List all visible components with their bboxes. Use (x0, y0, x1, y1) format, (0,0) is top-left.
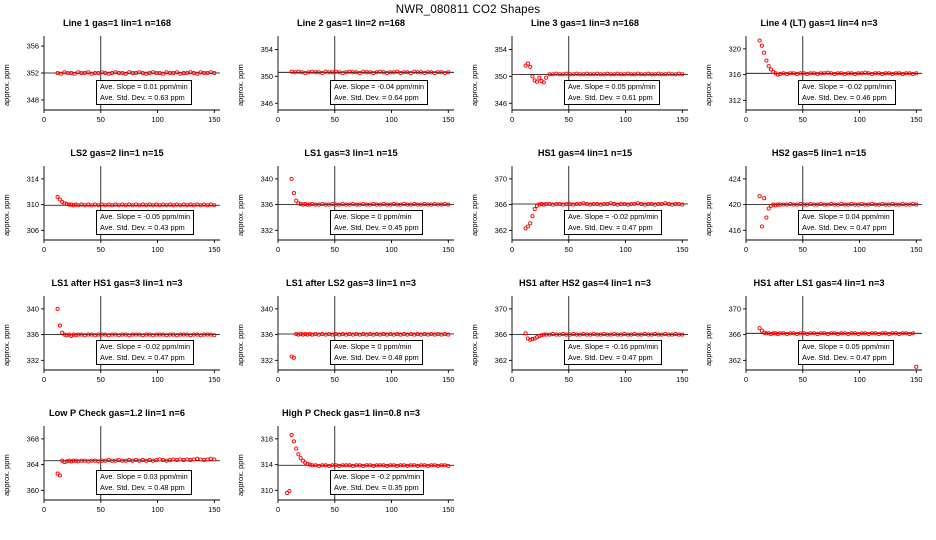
svg-text:368: 368 (26, 434, 39, 444)
stats-annotation (330, 80, 428, 105)
y-axis-label: approx. ppm (2, 324, 11, 366)
svg-text:50: 50 (798, 115, 807, 124)
svg-text:0: 0 (509, 245, 515, 254)
stats-annotation (798, 210, 894, 235)
svg-text:360: 360 (26, 485, 39, 495)
std-dev-text: Ave. Std. Dev. = 0.64 ppm (334, 92, 419, 102)
chart-panel (0, 406, 234, 540)
svg-text:340: 340 (26, 304, 39, 314)
svg-text:370: 370 (494, 174, 507, 184)
slope-text: Ave. Slope = 0.01 ppm/min (100, 82, 188, 91)
slope-text: Ave. Slope = 0 ppm/min (334, 342, 412, 351)
svg-text:50: 50 (330, 115, 339, 124)
svg-text:424: 424 (728, 174, 741, 184)
svg-text:370: 370 (728, 304, 741, 314)
panel-title: LS2 gas=2 lin=1 n=15 (70, 148, 164, 158)
svg-text:314: 314 (26, 174, 39, 184)
stats-annotation (96, 210, 194, 235)
slope-text: Ave. Slope = -0.02 ppm/min (802, 82, 893, 91)
std-dev-text: Ave. Std. Dev. = 0.48 ppm (334, 352, 419, 362)
svg-text:332: 332 (260, 225, 273, 235)
svg-text:50: 50 (564, 245, 573, 254)
svg-text:50: 50 (96, 115, 105, 124)
panel-title: Line 4 (LT) gas=1 lin=4 n=3 (760, 18, 878, 28)
slope-text: Ave. Slope = 0 ppm/min (334, 212, 412, 221)
svg-text:340: 340 (260, 304, 273, 314)
std-dev-text: Ave. Std. Dev. = 0.47 ppm (802, 352, 887, 362)
svg-text:50: 50 (798, 375, 807, 384)
svg-text:100: 100 (385, 115, 398, 124)
svg-text:100: 100 (151, 375, 164, 384)
stats-annotation (330, 340, 423, 365)
y-axis-label: approx. ppm (704, 324, 713, 366)
svg-text:100: 100 (619, 245, 632, 254)
chart-panel (0, 16, 234, 150)
chart-panel (468, 276, 702, 410)
chart-panel (234, 276, 468, 410)
y-axis-label: approx. ppm (470, 64, 479, 106)
svg-text:50: 50 (564, 375, 573, 384)
svg-text:150: 150 (208, 375, 221, 384)
chart-panel (702, 276, 936, 410)
svg-text:320: 320 (728, 44, 741, 54)
svg-text:50: 50 (330, 375, 339, 384)
svg-text:50: 50 (330, 245, 339, 254)
svg-text:340: 340 (260, 174, 273, 184)
svg-text:100: 100 (619, 375, 632, 384)
svg-text:0: 0 (743, 245, 749, 254)
chart-panel (468, 16, 702, 150)
stats-annotation (96, 470, 192, 495)
svg-text:0: 0 (275, 375, 281, 384)
svg-text:100: 100 (151, 115, 164, 124)
svg-text:100: 100 (385, 505, 398, 514)
stats-annotation (96, 80, 192, 105)
stats-annotation (564, 340, 662, 365)
slope-text: Ave. Slope = 0.04 ppm/min (802, 212, 890, 221)
slope-text: Ave. Slope = -0.02 ppm/min (100, 342, 191, 351)
panel-title: Low P Check gas=1.2 lin=1 n=6 (49, 408, 185, 418)
panel-grid (0, 16, 936, 524)
panel-title: LS1 gas=3 lin=1 n=15 (304, 148, 398, 158)
stats-annotation (564, 210, 662, 235)
svg-text:0: 0 (41, 375, 47, 384)
svg-text:336: 336 (26, 330, 39, 340)
y-axis-label: approx. ppm (470, 324, 479, 366)
svg-text:0: 0 (275, 505, 281, 514)
slope-text: Ave. Slope = -0.16 ppm/min (568, 342, 659, 351)
svg-text:416: 416 (728, 225, 741, 235)
std-dev-text: Ave. Std. Dev. = 0.43 ppm (100, 222, 185, 232)
svg-text:0: 0 (743, 115, 749, 124)
svg-text:348: 348 (26, 95, 39, 105)
slope-text: Ave. Slope = -0.05 ppm/min (100, 212, 191, 221)
svg-text:350: 350 (494, 71, 507, 81)
y-axis-label: approx. ppm (2, 64, 11, 106)
y-axis-label: approx. ppm (470, 194, 479, 236)
svg-text:150: 150 (910, 375, 923, 384)
panel-title: Line 1 gas=1 lin=1 n=168 (62, 18, 171, 28)
svg-text:150: 150 (208, 245, 221, 254)
stats-annotation (330, 470, 424, 495)
svg-text:0: 0 (275, 245, 281, 254)
panel-title: HS1 after LS1 gas=4 lin=1 n=3 (753, 278, 885, 288)
svg-text:0: 0 (509, 375, 515, 384)
stats-annotation (798, 340, 894, 365)
chart-panel (468, 146, 702, 280)
std-dev-text: Ave. Std. Dev. = 0.46 ppm (802, 92, 887, 102)
std-dev-text: Ave. Std. Dev. = 0.45 ppm (334, 222, 419, 232)
svg-text:100: 100 (853, 245, 866, 254)
svg-text:312: 312 (728, 95, 741, 105)
svg-text:0: 0 (743, 375, 749, 384)
svg-text:318: 318 (260, 434, 273, 444)
svg-text:310: 310 (260, 485, 273, 495)
svg-text:314: 314 (260, 460, 273, 470)
std-dev-text: Ave. Std. Dev. = 0.63 ppm (100, 92, 185, 102)
svg-text:350: 350 (260, 71, 273, 81)
svg-text:150: 150 (442, 375, 455, 384)
svg-text:0: 0 (275, 115, 281, 124)
std-dev-text: Ave. Std. Dev. = 0.61 ppm (568, 92, 653, 102)
chart-panel (702, 16, 936, 150)
svg-text:150: 150 (208, 115, 221, 124)
svg-text:100: 100 (853, 115, 866, 124)
svg-text:100: 100 (151, 245, 164, 254)
std-dev-text: Ave. Std. Dev. = 0.35 ppm (334, 482, 419, 492)
stats-annotation (330, 210, 423, 235)
panel-title: Line 3 gas=1 lin=3 n=168 (530, 18, 639, 28)
svg-text:346: 346 (494, 98, 507, 108)
svg-text:50: 50 (96, 505, 105, 514)
panel-title: LS1 after HS1 gas=3 lin=1 n=3 (51, 278, 183, 288)
svg-text:366: 366 (494, 200, 507, 210)
svg-text:150: 150 (442, 505, 455, 514)
y-axis-label: approx. ppm (704, 194, 713, 236)
y-axis-label: approx. ppm (2, 194, 11, 236)
slope-text: Ave. Slope = 0.03 ppm/min (100, 472, 188, 481)
y-axis-label: approx. ppm (236, 194, 245, 236)
slope-text: Ave. Slope = -0.2 ppm/min (334, 472, 421, 481)
panel-title: Line 2 gas=1 lin=2 n=168 (296, 18, 405, 28)
slope-text: Ave. Slope = 0.05 ppm/min (568, 82, 656, 91)
svg-text:150: 150 (442, 245, 455, 254)
svg-text:50: 50 (330, 505, 339, 514)
svg-text:362: 362 (728, 355, 741, 365)
svg-text:356: 356 (26, 41, 39, 51)
svg-text:100: 100 (385, 375, 398, 384)
svg-text:306: 306 (26, 225, 39, 235)
chart-panel (0, 276, 234, 410)
svg-text:50: 50 (798, 245, 807, 254)
std-dev-text: Ave. Std. Dev. = 0.48 ppm (100, 482, 185, 492)
std-dev-text: Ave. Std. Dev. = 0.47 ppm (100, 352, 185, 362)
chart-panel (0, 146, 234, 280)
svg-text:366: 366 (494, 330, 507, 340)
panel-title: LS1 after LS2 gas=3 lin=1 n=3 (286, 278, 416, 288)
svg-text:150: 150 (442, 115, 455, 124)
std-dev-text: Ave. Std. Dev. = 0.47 ppm (568, 352, 653, 362)
svg-text:364: 364 (26, 460, 39, 470)
chart-panel (234, 146, 468, 280)
svg-text:100: 100 (619, 115, 632, 124)
svg-text:0: 0 (41, 245, 47, 254)
stats-annotation (564, 80, 660, 105)
svg-text:0: 0 (41, 505, 47, 514)
svg-text:150: 150 (910, 245, 923, 254)
svg-text:100: 100 (385, 245, 398, 254)
panel-title: HS1 after HS2 gas=4 lin=1 n=3 (518, 278, 651, 288)
svg-text:354: 354 (494, 44, 507, 54)
svg-text:336: 336 (260, 200, 273, 210)
stats-annotation (96, 340, 194, 365)
y-axis-label: approx. ppm (236, 64, 245, 106)
stats-annotation (798, 80, 896, 105)
panel-title: HS1 gas=4 lin=1 n=15 (537, 148, 633, 158)
chart-panel (702, 146, 936, 280)
svg-text:336: 336 (260, 330, 273, 340)
svg-text:352: 352 (26, 68, 39, 78)
svg-text:354: 354 (260, 44, 273, 54)
panel-title: High P Check gas=1 lin=0.8 n=3 (282, 408, 420, 418)
svg-text:310: 310 (26, 200, 39, 210)
svg-text:50: 50 (96, 245, 105, 254)
panel-title: HS2 gas=5 lin=1 n=15 (771, 148, 867, 158)
svg-text:332: 332 (260, 355, 273, 365)
slope-text: Ave. Slope = -0.04 ppm/min (334, 82, 425, 91)
svg-text:150: 150 (208, 505, 221, 514)
svg-text:346: 346 (260, 98, 273, 108)
slope-text: Ave. Slope = 0.05 ppm/min (802, 342, 890, 351)
svg-text:370: 370 (494, 304, 507, 314)
svg-text:150: 150 (676, 375, 689, 384)
slope-text: Ave. Slope = -0.02 ppm/min (568, 212, 659, 221)
page-title: NWR_080811 CO2 Shapes (395, 4, 541, 16)
svg-text:150: 150 (910, 115, 923, 124)
svg-text:366: 366 (728, 330, 741, 340)
svg-text:0: 0 (509, 115, 515, 124)
svg-text:362: 362 (494, 225, 507, 235)
chart-panel (234, 16, 468, 150)
y-axis-label: approx. ppm (236, 454, 245, 496)
svg-text:100: 100 (853, 375, 866, 384)
chart-panel (234, 406, 468, 540)
svg-text:50: 50 (96, 375, 105, 384)
y-axis-label: approx. ppm (236, 324, 245, 366)
svg-text:150: 150 (676, 245, 689, 254)
svg-text:420: 420 (728, 200, 741, 210)
y-axis-label: approx. ppm (2, 454, 11, 496)
svg-text:332: 332 (26, 355, 39, 365)
svg-text:362: 362 (494, 355, 507, 365)
svg-text:0: 0 (41, 115, 47, 124)
std-dev-text: Ave. Std. Dev. = 0.47 ppm (568, 222, 653, 232)
svg-text:150: 150 (676, 115, 689, 124)
y-axis-label: approx. ppm (704, 64, 713, 106)
svg-text:50: 50 (564, 115, 573, 124)
std-dev-text: Ave. Std. Dev. = 0.47 ppm (802, 222, 887, 232)
svg-text:316: 316 (728, 70, 741, 80)
svg-text:100: 100 (151, 505, 164, 514)
